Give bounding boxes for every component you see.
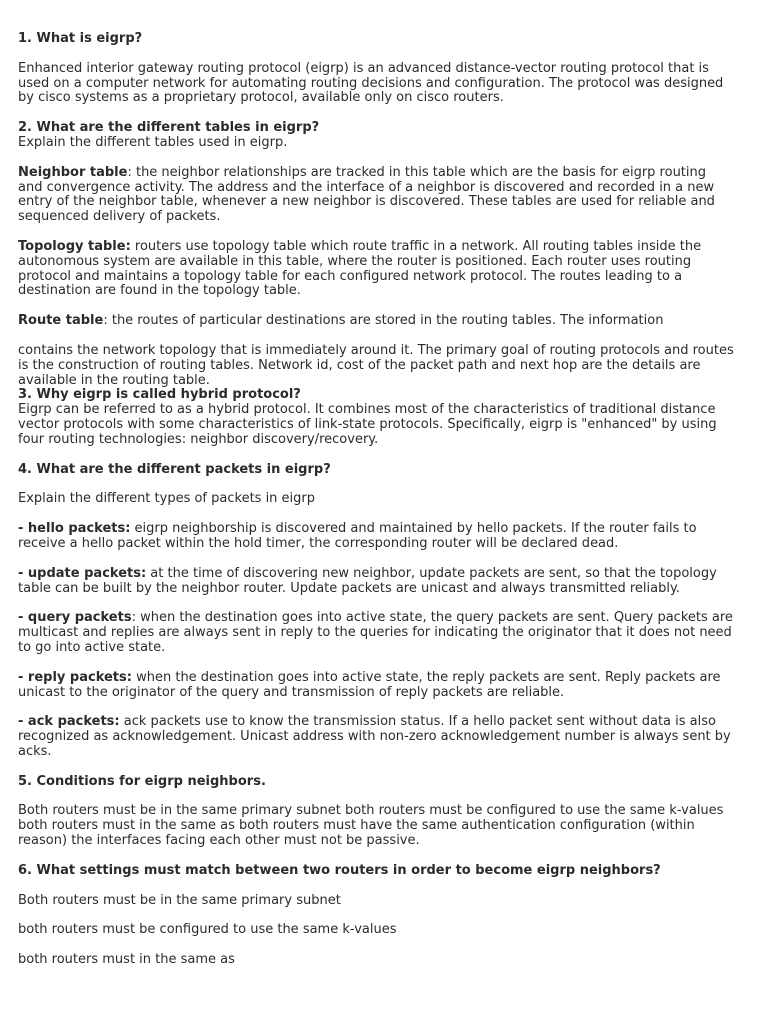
reply-packets-text: when the destination goes into active state, the reply packets are sent. Reply packets are unicast to the originator of the query and transmission of reply packets are reliable. bbox=[18, 669, 721, 700]
update-packets-paragraph bbox=[18, 567, 734, 597]
q6-line-2: both routers must be configured to use the same k-values bbox=[18, 922, 397, 938]
topology-table-text: routers use topology table which route traffic in a network. All routing tables inside the autonomous system are available in this table, where the router is positioned. Each router uses routing protocol and maintains a topology table for each configured network protocol. The routes leading to a destination are found in the topology table. bbox=[18, 238, 702, 299]
hello-packets-term: - hello packets: bbox=[18, 521, 131, 537]
route-table-continuation: contains the network topology that is immediately around it. The primary goal of routing protocols and routes is the construction of routing tables. Network id, cost of the packet path and next hop are the details are available in the routing table. bbox=[18, 342, 734, 388]
hello-packets-paragraph bbox=[18, 522, 734, 552]
query-packets-paragraph bbox=[18, 611, 734, 655]
q4-intro: Explain the different types of packets in eigrp bbox=[18, 491, 316, 507]
neighbor-table-term: Neighbor table bbox=[18, 164, 128, 180]
ack-packets-text: ack packets use to know the transmission status. If a hello packet sent without data is also recognized as acknowledgement. Unicast address with non-zero acknowledgement number is always sent by acks. bbox=[18, 714, 731, 759]
q1-answer: Enhanced interior gateway routing protocol (eigrp) is an advanced distance-vector routing protocol that is used on a computer network for automating routing decisions and configuration. The protocol was designed by cisco systems as a proprietary protocol, available only on cisco routers. bbox=[18, 60, 724, 106]
hello-packets-text: eigrp neighborship is discovered and maintained by hello packets. If the router fails to receive a hello packet within the hold timer, the corresponding router will be declared dead. bbox=[18, 521, 697, 551]
q5-heading: 5. Conditions for eigrp neighbors. bbox=[18, 773, 266, 789]
update-packets-text: at the time of discovering new neighbor, update packets are sent, so that the topology table can be built by the neighbor router. Update packets are unicast and always transmitted reliably. bbox=[18, 565, 717, 596]
q3-answer: Eigrp can be referred to as a hybrid protocol. It combines most of the characteristics of traditional distance vector protocols with some characteristics of link-state protocols. Specifically, eigrp is "enhanced" by using four routing technologies: neighbor discovery/recovery. bbox=[18, 402, 717, 447]
q6-heading: 6. What settings must match between two routers in order to become eigrp neighbors? bbox=[18, 862, 661, 878]
q4-heading: 4. What are the different packets in eigrp? bbox=[18, 461, 331, 477]
q6-line-3: both routers must in the same as bbox=[18, 952, 235, 968]
q2-intro: Explain the different tables used in eigrp. bbox=[18, 134, 288, 150]
q3-heading: 3. Why eigrp is called hybrid protocol? bbox=[18, 387, 301, 403]
q2-heading: 2. What are the different tables in eigrp? bbox=[18, 120, 320, 136]
q5-answer: Both routers must be in the same primary subnet both routers must be configured to use the same k-values both routers must in the same as both routers must have the same authentication configuration (within reason) the interfaces facing each other must not be passive. bbox=[18, 803, 724, 849]
reply-packets-term: - reply packets: bbox=[18, 669, 132, 685]
query-packets-text: : when the destination goes into active state, the query packets are sent. Query packets are multicast and replies are always sent in reply to the queries for indicating the originator that it does not need to go into active state. bbox=[18, 610, 733, 655]
query-packets-term: - query packets bbox=[18, 610, 132, 626]
document-page bbox=[18, 32, 734, 968]
neighbor-table-text: : the neighbor relationships are tracked in this table which are the basis for eigrp routing and convergence activity. The address and the interface of a neighbor is discovered and recorded in a new entry of the neighbor table, whenever a new neighbor is discovered. These tables are used for reliable and sequenced delivery of packets. bbox=[18, 164, 715, 225]
ack-packets-paragraph bbox=[18, 715, 734, 759]
route-table-text: : the routes of particular destinations are stored in the routing tables. The information bbox=[103, 313, 664, 329]
topology-table-paragraph bbox=[18, 240, 734, 299]
reply-packets-paragraph bbox=[18, 671, 734, 701]
q6-line-1: Both routers must be in the same primary subnet bbox=[18, 892, 341, 908]
route-table-term: Route table bbox=[18, 313, 104, 329]
topology-table-term: Topology table: bbox=[18, 238, 131, 254]
neighbor-table-paragraph bbox=[18, 166, 734, 225]
ack-packets-term: - ack packets: bbox=[18, 714, 120, 730]
update-packets-term: - update packets: bbox=[18, 565, 147, 581]
route-table-paragraph bbox=[18, 314, 734, 329]
q1-heading: 1. What is eigrp? bbox=[18, 31, 143, 46]
